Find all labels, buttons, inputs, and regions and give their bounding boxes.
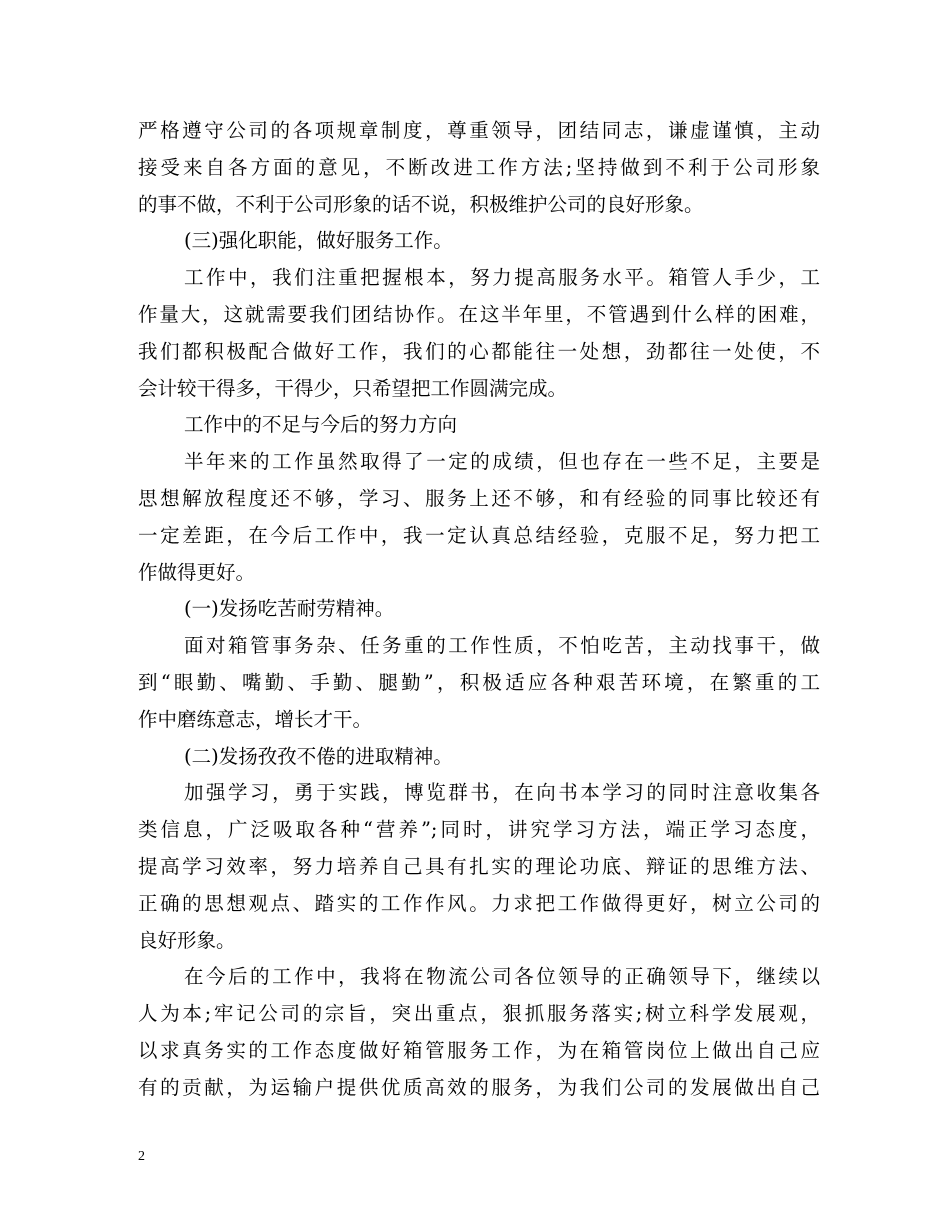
- text-line: 良好形象。: [138, 928, 236, 952]
- text-line: 半年来的工作虽然取得了一定的成绩，但也存在一些不足，主要是: [184, 450, 820, 474]
- text-line: 思想解放程度还不够，学习、服务上还不够，和有经验的同事比较还有: [138, 486, 820, 510]
- text-line: 工作中的不足与今后的努力方向: [184, 413, 458, 437]
- text-line: 的事不做，不利于公司形象的话不说，积极维护公司的良好形象。: [138, 192, 704, 216]
- text-line: 一定差距，在今后工作中，我一定认真总结经验，克服不足，努力把工: [138, 523, 820, 547]
- text-line: 正确的思想观点、踏实的工作作风。力求把工作做得更好，树立公司的: [138, 891, 820, 915]
- text-line: (二)发扬孜孜不倦的进取精神。: [184, 744, 453, 768]
- document-body: [138, 113, 820, 1107]
- text-line: 以求真务实的工作态度做好箱管服务工作，为在箱管岗位上做出自己应: [138, 1038, 820, 1062]
- text-line: 类信息，广泛吸取各种“营养”;同时，讲究学习方法，端正学习态度，: [138, 818, 820, 842]
- text-line: 到“眼勤、嘴勤、手勤、腿勤”，积极适应各种艰苦环境，在繁重的工: [138, 670, 820, 694]
- text-line: 会计较干得多，干得少，只希望把工作圆满完成。: [138, 376, 568, 400]
- text-line: (一)发扬吃苦耐劳精神。: [184, 597, 395, 621]
- text-line: 工作中，我们注重把握根本，努力提高服务水平。箱管人手少，工: [184, 266, 820, 290]
- text-line: 加强学习，勇于实践，博览群书，在向书本学习的同时注意收集各: [184, 781, 820, 805]
- text-line: 有的贡献，为运输户提供优质高效的服务，为我们公司的发展做出自己: [138, 1075, 820, 1099]
- page-number: 2: [138, 1149, 145, 1164]
- text-line: 人为本;牢记公司的宗旨，突出重点，狠抓服务落实;树立科学发展观，: [138, 1002, 820, 1026]
- text-line: 作量大，这就需要我们团结协作。在这半年里，不管遇到什么样的困难，: [138, 302, 820, 326]
- text-line: 我们都积极配合做好工作，我们的心都能往一处想，劲都往一处使，不: [138, 339, 820, 363]
- text-line: 面对箱管事务杂、任务重的工作性质，不怕吃苦，主动找事干，做: [184, 634, 820, 658]
- text-line: 严格遵守公司的各项规章制度，尊重领导，团结同志，谦虚谨慎，主动: [138, 119, 820, 142]
- text-line: 提高学习效率，努力培养自己具有扎实的理论功底、辩证的思维方法、: [138, 854, 820, 878]
- text-line: 作中磨练意志，增长才干。: [138, 707, 373, 731]
- text-line: 作做得更好。: [138, 560, 256, 584]
- text-line: (三)强化职能，做好服务工作。: [184, 229, 453, 253]
- text-line: 在今后的工作中，我将在物流公司各位领导的正确领导下，继续以: [184, 965, 820, 989]
- text-line: 接受来自各方面的意见，不断改进工作方法;坚持做到不利于公司形象: [138, 155, 820, 179]
